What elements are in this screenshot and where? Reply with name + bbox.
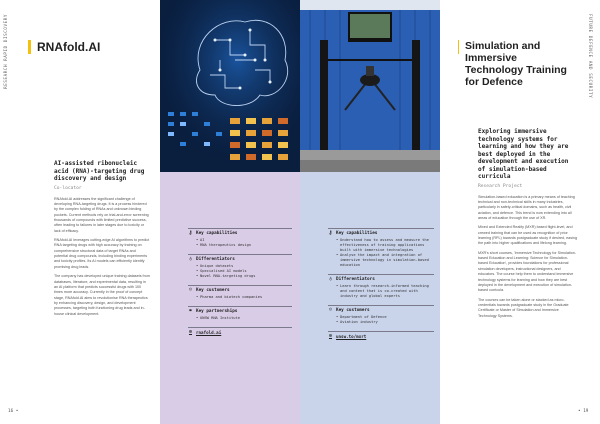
right-body xyxy=(478,195,578,320)
list-item: • Department of Defence xyxy=(336,315,434,320)
list-item: • Pharma and biotech companies xyxy=(196,295,292,300)
right-info-panel xyxy=(300,0,440,424)
globe-icon: ⊕ xyxy=(328,332,332,339)
right-subtitle: Exploring immersive technology systems for learning and how they are best deployed in the development and execution of simulation-based curricula xyxy=(478,128,569,180)
key-customers-section: ☺ Key customers • Pharma and biotech companies xyxy=(188,285,292,300)
left-paragraph: The company has developed unique training datasets from databases, literature, and experimental data, resulting in an AI platform that predicts successful drugs with 100 times more accuracy. Currently in the proof of concept stage, RNAfold.AI aims to revolutionise RNA therapeutics by enhancing discovery, design, and development processes, targeting both functioning drug leads and in-house clinical development. xyxy=(54,274,150,316)
list-item: • Aviation industry xyxy=(336,320,434,325)
left-paragraph: RNAfold.AI addresses the significant challenge of developing RNA-targeting drugs. It is a process hindered by the complex folding of RNAs and unknown binding pockets. Current methods rely on trial-and-error screening thousands of compounds with limited predictive success, often leading to failures in later stages due to toxicity or lack of efficacy. xyxy=(54,196,149,233)
users-icon: ☺ xyxy=(328,306,332,313)
handshake-icon: ⚭ xyxy=(188,307,193,314)
list-item: • Unique datasets xyxy=(196,264,292,269)
right-tag: Research Project xyxy=(478,183,523,189)
list-item: • Analyse the impact and integration of immersive technology in simulation-based education xyxy=(336,253,434,268)
left-tag: Co-locator xyxy=(54,185,82,191)
key-partnerships-section: ⚭ Key partnerships • UNSW RNA Institute xyxy=(188,306,292,321)
list-item: • Specialised AI models xyxy=(196,269,292,274)
accent-bar xyxy=(28,40,31,54)
left-subtitle: AI-assisted ribonucleic acid (RNA)-targeting drug discovery and design xyxy=(54,160,145,182)
key-icon: ⚷ xyxy=(188,230,193,236)
right-side-label: FUTURE DEFENCE AND SECURITY xyxy=(588,14,593,99)
key-capabilities-section: ⚷ Key capabilities • AI • RNA therapeutics design xyxy=(188,228,292,248)
page-title: RNAfold.AI xyxy=(37,40,101,54)
users-icon: ☺ xyxy=(188,286,192,293)
left-paragraph: RNAfold.AI leverages cutting-edge AI algorithms to predict RNA targeting drugs with high accuracy by training on comprehensive structural data of target RNAs and potential drug compounds, including binding experiments and toxicity profiles. Its AI models can efficiently identify promising drug leads. xyxy=(54,238,150,269)
right-page-number: • 19 xyxy=(578,409,589,414)
differentiators-section: ♁ Differentiators • Learn through research-informed teaching and content that is co-created with industry and global experts xyxy=(328,274,434,299)
key-customers-section: ☺ Key customers • Department of Defence • Aviation industry xyxy=(328,305,434,325)
rnafold-link[interactable]: ⊕ rnafold.ai xyxy=(188,327,292,335)
right-paragraph: Mixed and Extended Reality (MXR) based flight-level, and crewed training that can be used as recognition of prior learning (RPL) towards postgraduate study if desired, easing the path into higher qualifications and lifelong learning. xyxy=(478,225,578,246)
left-body xyxy=(54,197,150,318)
list-item: • UNSW RNA Institute xyxy=(196,316,292,321)
left-side-label: RESEARCH RAPID DISCOVERY xyxy=(3,14,8,89)
list-item: • AI xyxy=(196,238,292,243)
flight-simulator-image xyxy=(300,0,440,172)
list-item: • RNA therapeutics design xyxy=(196,243,292,248)
right-text-column xyxy=(478,128,578,323)
bulb-icon: ♁ xyxy=(188,255,192,262)
list-item: • Understand how to assess and measure the effectiveness of training applications built with immersive technologies xyxy=(336,238,434,253)
left-text-column xyxy=(54,160,150,321)
globe-icon: ⊕ xyxy=(188,328,192,335)
left-title-block xyxy=(28,40,100,55)
right-sections xyxy=(328,228,434,339)
mxrt-link[interactable]: ⊕ unsw.to/mxrt xyxy=(328,331,434,339)
list-item: • Novel RNA-targeting drugs xyxy=(196,274,292,279)
accent-bar xyxy=(458,40,459,54)
differentiators-section: ♁ Differentiators • Unique datasets • Specialised AI models • Novel RNA-targeting drugs xyxy=(188,254,292,279)
right-paragraph: MXR's short courses, 'Immersive Technology for Simulation-based Education and Learning: Science for Simulation-based Education', provides foundations for professional simulation developers, instructional designers, and educators. The course help them to understand immersive technology systems for learning and how they are best deployed in the development and execution of simulation-based curricula. xyxy=(478,250,577,293)
key-capabilities-section: ⚷ Key capabilities • Understand how to assess and measure the effectiveness of training applications built with immersive technologies • Analyse the impact and integration of immersive technology in simulation-based education xyxy=(328,228,434,268)
ai-brain-image xyxy=(160,0,300,172)
left-info-panel xyxy=(160,0,300,424)
right-title-block xyxy=(458,40,568,88)
page-title: Simulation and Immersive Technology Training for Defence xyxy=(465,40,567,89)
key-icon: ⚷ xyxy=(328,230,333,236)
left-sections xyxy=(188,228,292,335)
right-paragraph: Simulation-based education is a primary means of teaching technical and non-technical skills in many industries, particularly in safety-critical domains, such as health, civil aviation, and defence. This trend is now extending into all areas of education through the use of XR. xyxy=(478,194,575,220)
list-item: • Learn through research-informed teaching and content that is co-created with industry and global experts xyxy=(336,284,434,299)
left-page-number: 16 • xyxy=(8,409,19,414)
bulb-icon: ♁ xyxy=(328,275,332,282)
right-paragraph: The courses can be taken alone or stacked as micro-credentials towards postgraduate study in the Graduate Certificate or Master of Simulation and Immersive Technology Systems. xyxy=(478,297,569,318)
